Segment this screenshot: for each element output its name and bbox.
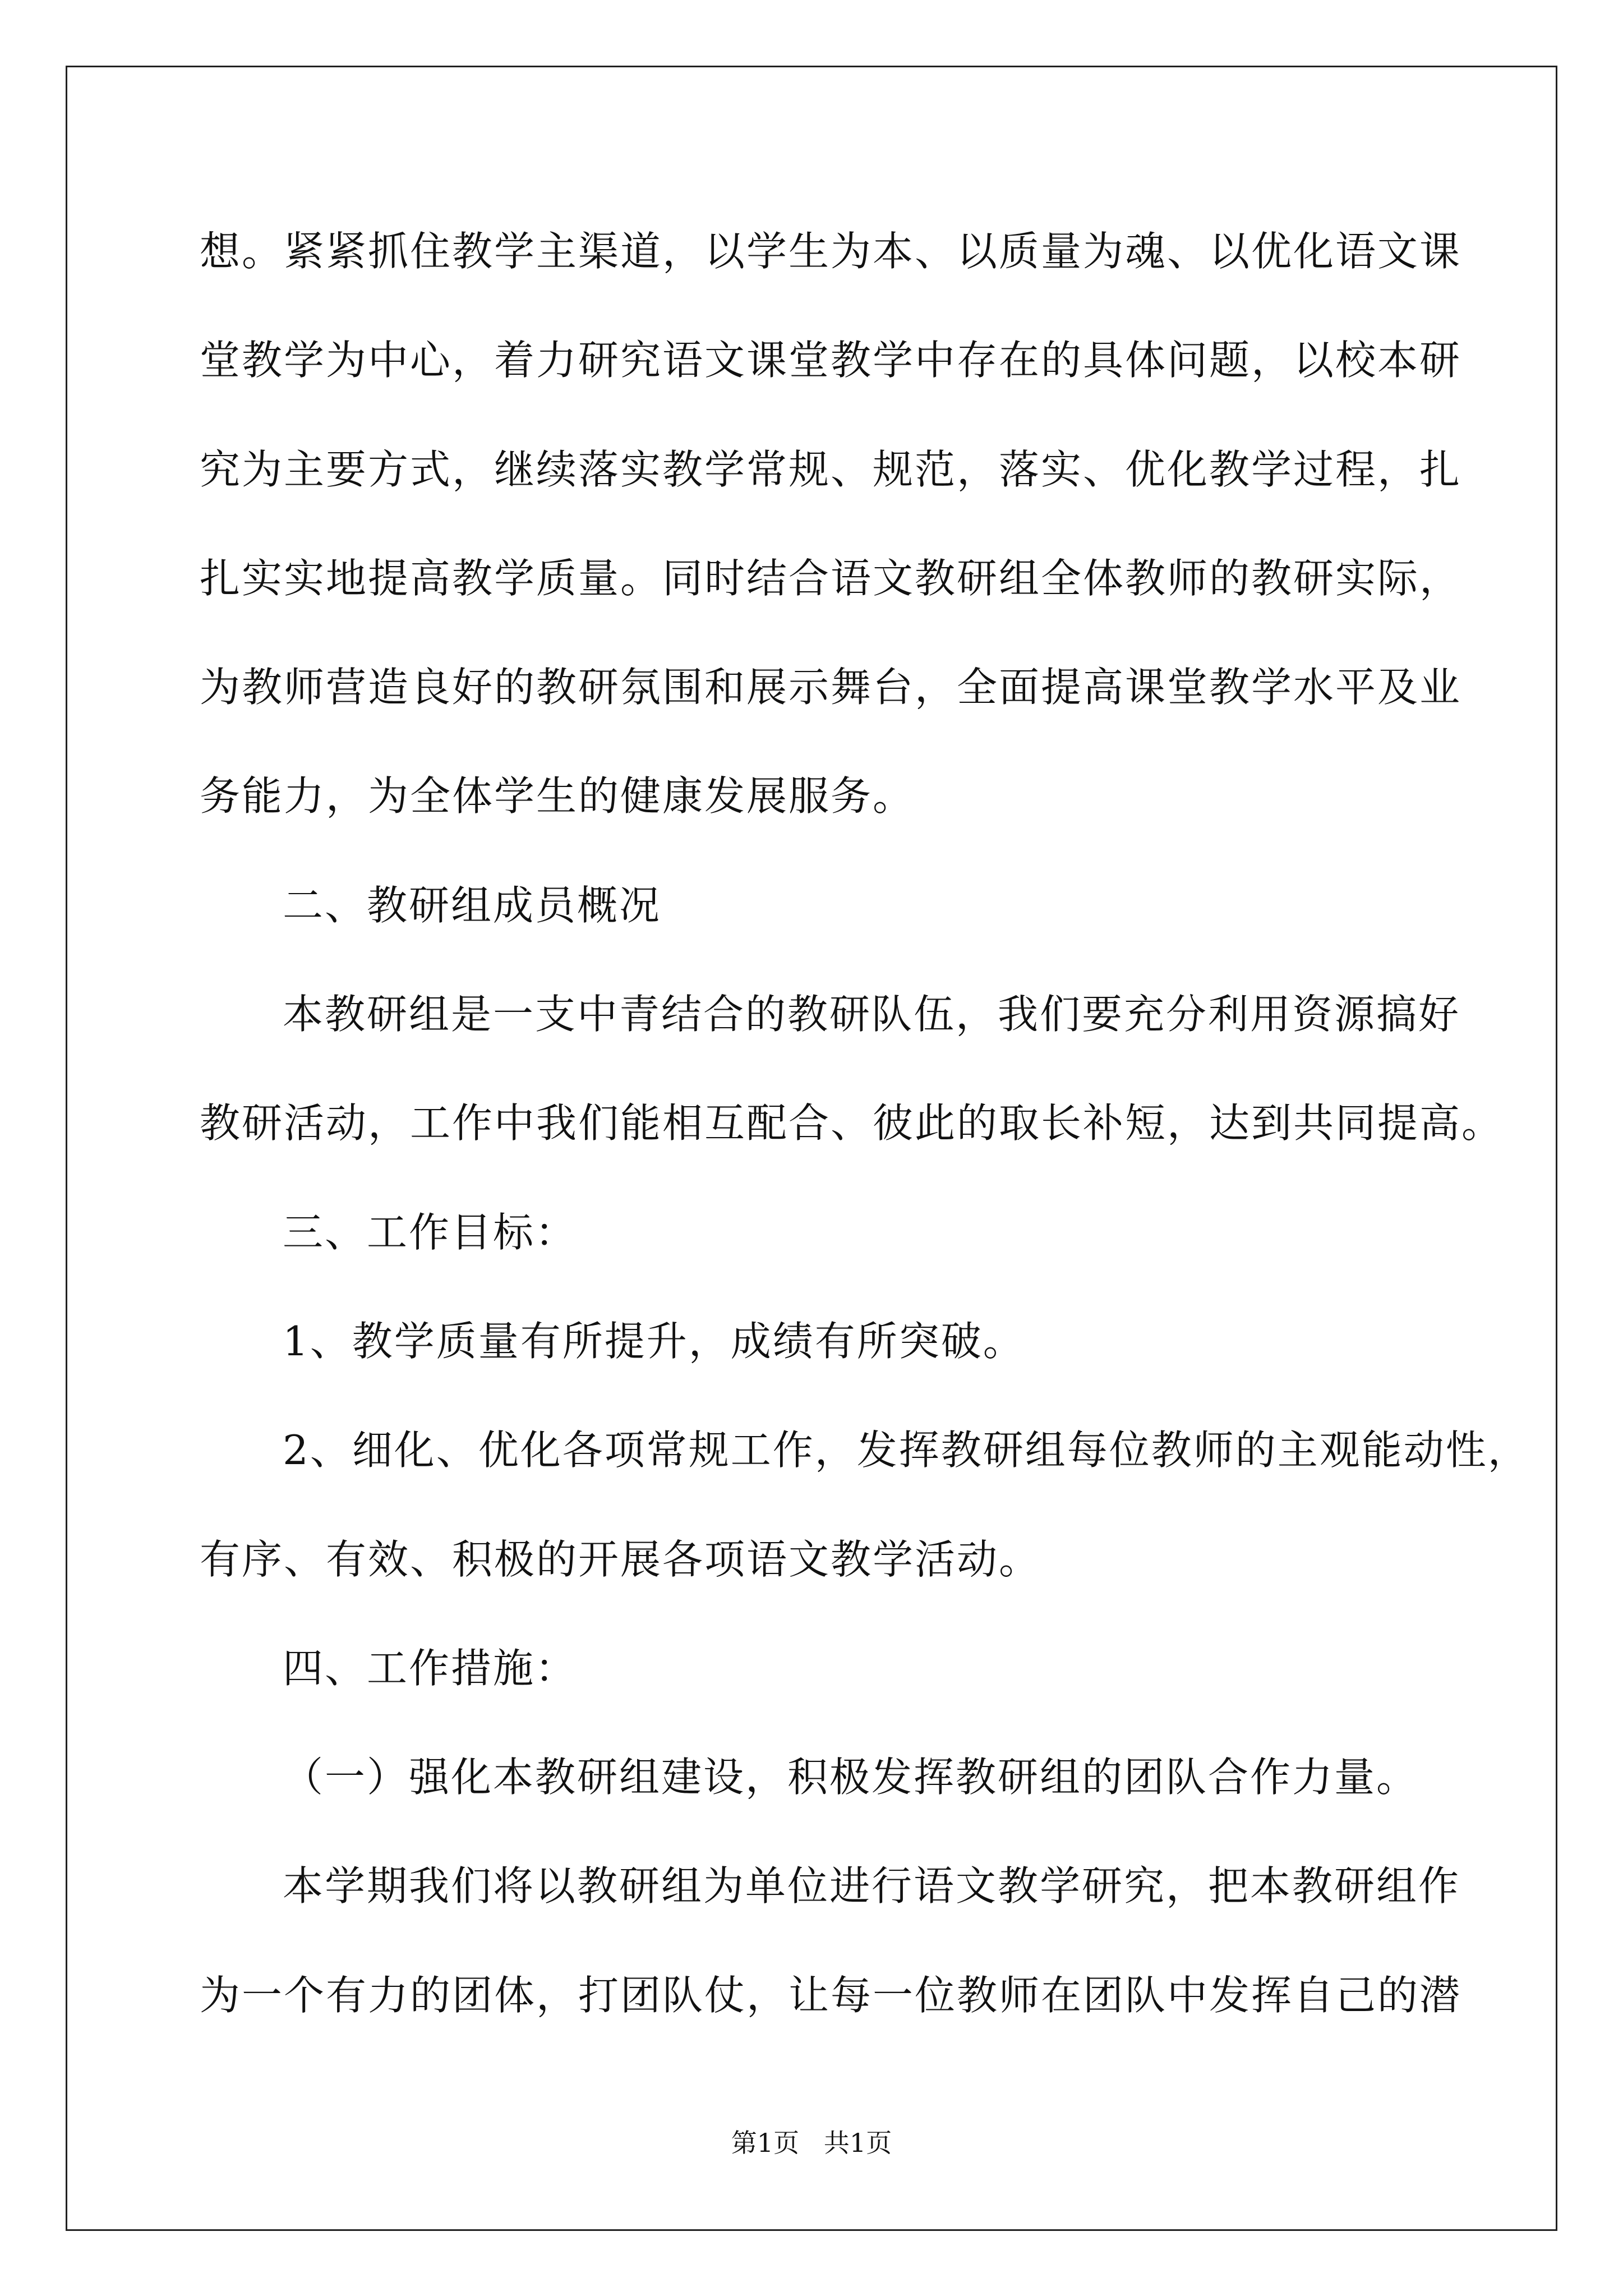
text-line: 扎实实地提高教学质量。同时结合语文教研组全体教师的教研实际， [200,554,1462,602]
text-line: 为教师营造良好的教研氛围和展示舞台，全面提高课堂教学水平及业 [200,664,1462,711]
text-line: 本学期我们将以教研组为单位进行语文教学研究，把本教研组作 [283,1862,1461,1910]
text-line: 有序、有效、积极的开展各项语文教学活动。 [200,1535,1041,1583]
page-footer: 第1页 共1页 [731,2128,892,2158]
text-line: 教研活动，工作中我们能相互配合、彼此的取长补短，达到共同提高。 [200,1099,1504,1147]
list-item: 2、细化、优化各项常规工作，发挥教研组每位教师的主观能动性， [283,1427,1530,1474]
text-line: 为一个有力的团体，打团队仗，让每一位教师在团队中发挥自己的潜 [200,1971,1462,2019]
text-line: 究为主要方式，继续落实教学常规、规范，落实、优化教学过程，扎 [200,445,1462,493]
subsection-heading: （一）强化本教研组建设，积极发挥教研组的团队合作力量。 [283,1754,1419,1801]
list-item: 1、教学质量有所提升，成绩有所突破。 [283,1317,1025,1365]
document-body [200,218,1530,2070]
section-heading: 三、工作目标： [283,1208,578,1256]
text-line: 堂教学为中心，着力研究语文课堂教学中存在的具体问题，以校本研 [200,337,1462,384]
text-line: 务能力，为全体学生的健康发展服务。 [200,772,915,820]
text-line: 本教研组是一支中青结合的教研队伍，我们要充分利用资源搞好 [283,991,1461,1038]
section-heading: 二、教研组成员概况 [283,881,662,929]
section-heading: 四、工作措施： [283,1644,578,1692]
text-line: 想。紧紧抓住教学主渠道，以学生为本、以质量为魂、以优化语文课 [200,228,1462,275]
